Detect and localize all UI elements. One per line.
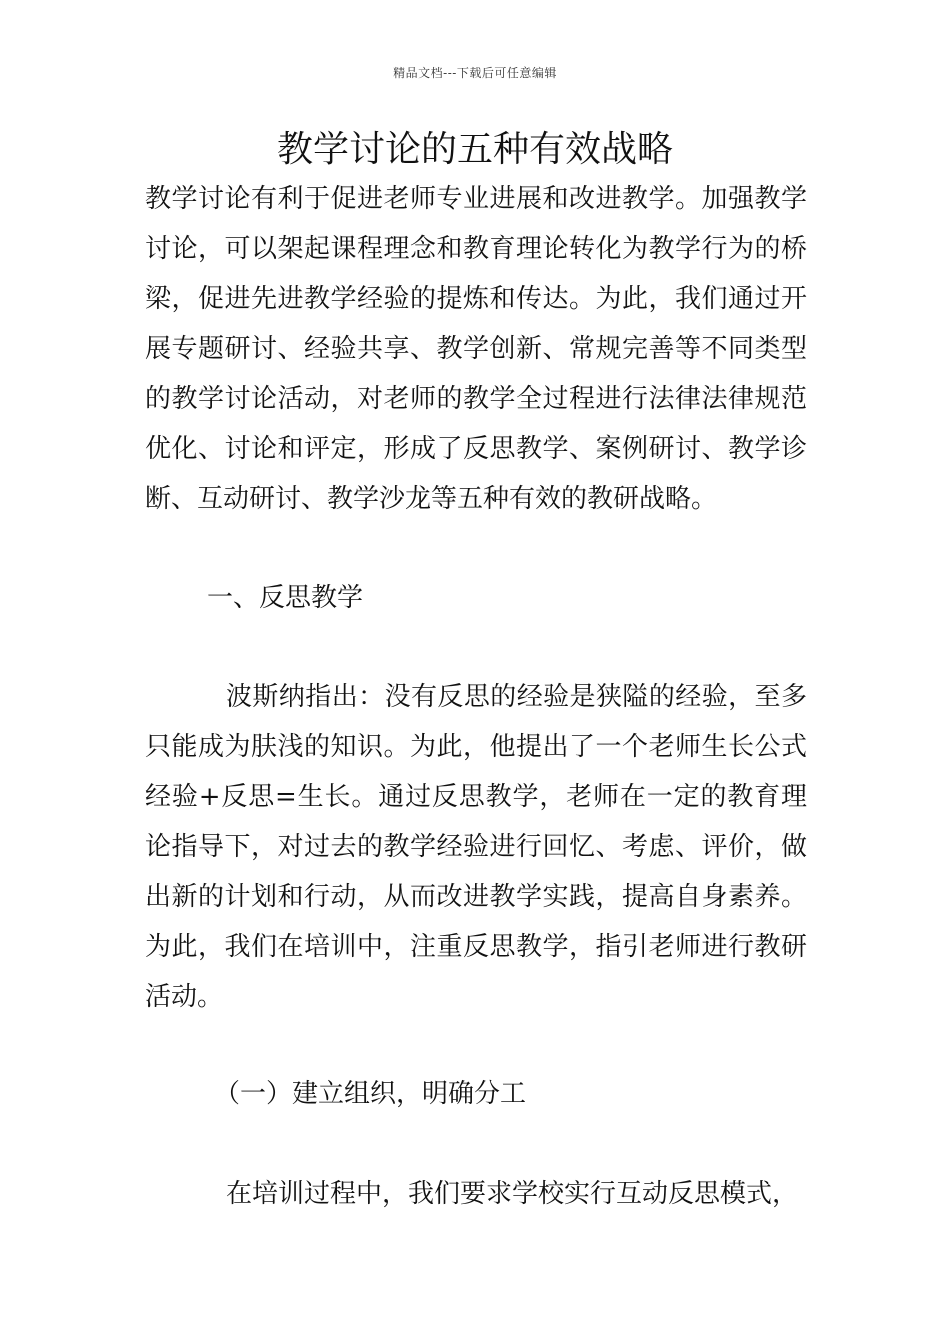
subsection-heading-organization: （一）建立组织，明确分工 [214,1079,527,1109]
section-paragraph-reflective-teaching: 波斯纳指出：没有反思的经验是狭隘的经验，至多只能成为肤浅的知识。为此，他提出了一个老师生长公式经验+反思=生长。通过反思教学，老师在一定的教育理论指导下，对过去的教学经验进行回忆、考虑、评价，做出新的计划和行动，从而改进教学实践，提高自身素养。为此，我们在培训中，注重反思教学，指引老师进行教研活动。 [145,682,807,1012]
intro-paragraph: 教学讨论有利于促进老师专业进展和改进教学。加强教学讨论，可以架起课程理念和教育理论转化为教学行为的桥梁，促进先进教学经验的提炼和传达。为此，我们通过开展专题研讨、经验共享、教学创新、常规完善等不同类型的教学讨论活动，对老师的教学全过程进行法律法律规范优化、讨论和评定，形成了反思教学、案例研讨、教学诊断、互动研讨、教学沙龙等五种有效的教研战略。 [145,184,807,514]
header-note: 精品文档---下载后可任意编辑 [393,66,557,80]
document-title: 教学讨论的五种有效战略 [276,129,673,170]
section-heading-reflective-teaching: 一、反思教学 [207,583,364,613]
subsection-paragraph-organization: 在培训过程中，我们要求学校实行互动反思模式， [226,1179,799,1209]
